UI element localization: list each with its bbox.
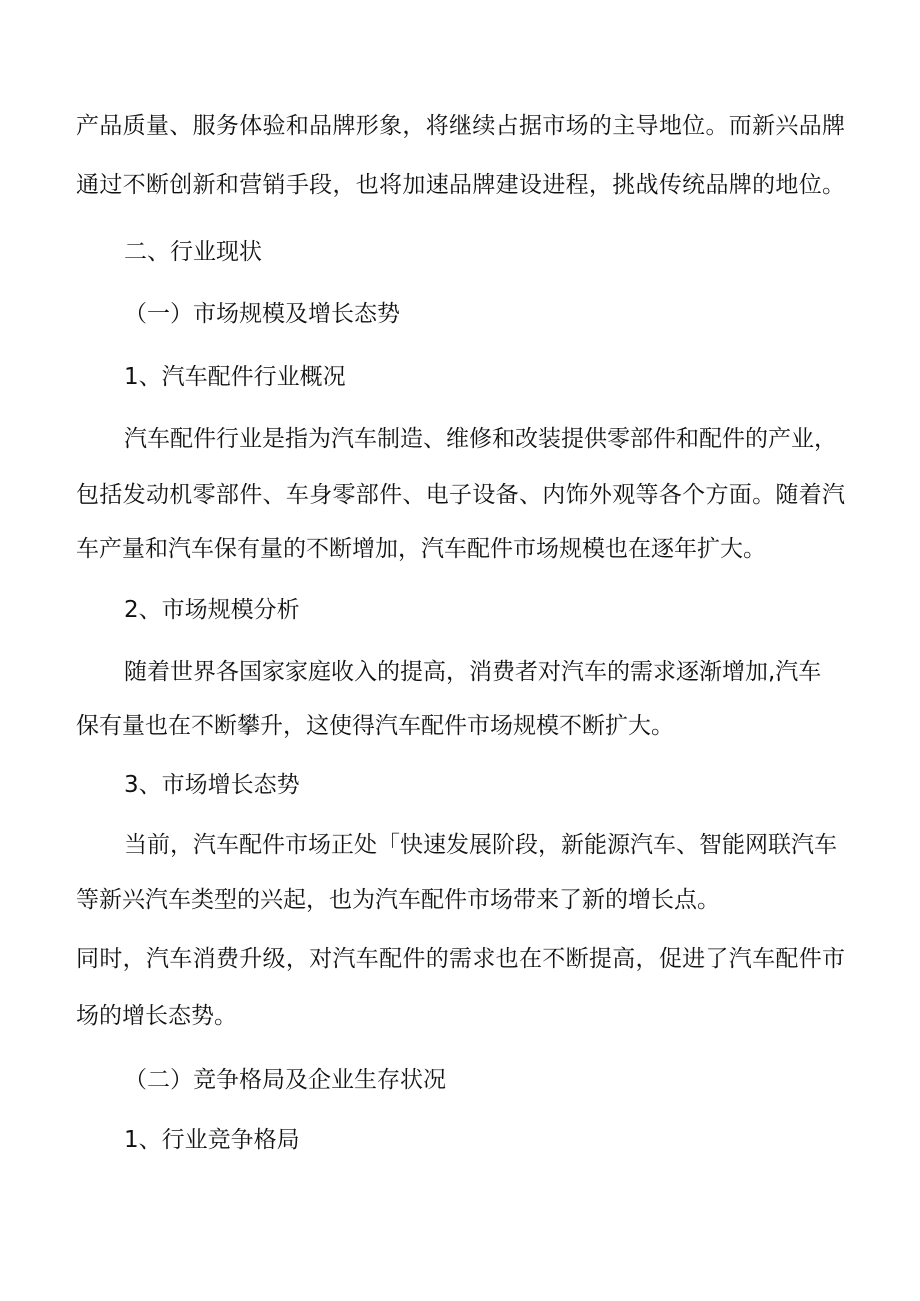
paragraph-line: 汽车配件行业是指为汽车制造、维修和改装提供零部件和配件的产业， [124, 426, 837, 452]
paragraph-line: 通过不断创新和营销手段，也将加速品牌建设进程，挑战传统品牌的地位。 [76, 172, 845, 198]
subsection-heading: （一）市场规模及增长态势 [124, 301, 400, 327]
paragraph-line: 等新兴汽车类型的兴起，也为汽车配件市场带来了新的增长点。 [76, 887, 720, 913]
section-heading: 二、行业现状 [124, 239, 262, 265]
item-heading: 3、市场增长态势 [124, 772, 300, 798]
paragraph-line: 当前，汽车配件市场正处「快速发展阶段，新能源汽车、智能网联汽车 [124, 832, 837, 858]
item-heading: 2、市场规模分析 [124, 597, 300, 623]
item-heading: 1、汽车配件行业概况 [124, 364, 346, 390]
paragraph-line: 随着世界各国家家庭收入的提高，消费者对汽车的需求逐渐增加,汽车 [124, 659, 822, 685]
paragraph-line: 车产量和汽车保有量的不断增加，汽车配件市场规模也在逐年扩大。 [76, 536, 766, 562]
item-heading: 1、行业竞争格局 [124, 1127, 300, 1153]
paragraph-line: 场的增长态势。 [76, 1003, 237, 1029]
paragraph-line: 产品质量、服务体验和品牌形象，将继续占据市场的主导地位。而新兴品牌 [76, 113, 845, 139]
paragraph-line: 包括发动机零部件、车身零部件、电子设备、内饰外观等各个方面。随着汽 [76, 482, 845, 508]
paragraph-line: 保有量也在不断攀升，这使得汽车配件市场规模不断扩大。 [76, 713, 674, 739]
paragraph-line: 同时，汽车消费升级，对汽车配件的需求也在不断提高，促进了汽车配件市 [76, 946, 845, 972]
subsection-heading: （二）竞争格局及企业生存状况 [124, 1067, 446, 1093]
